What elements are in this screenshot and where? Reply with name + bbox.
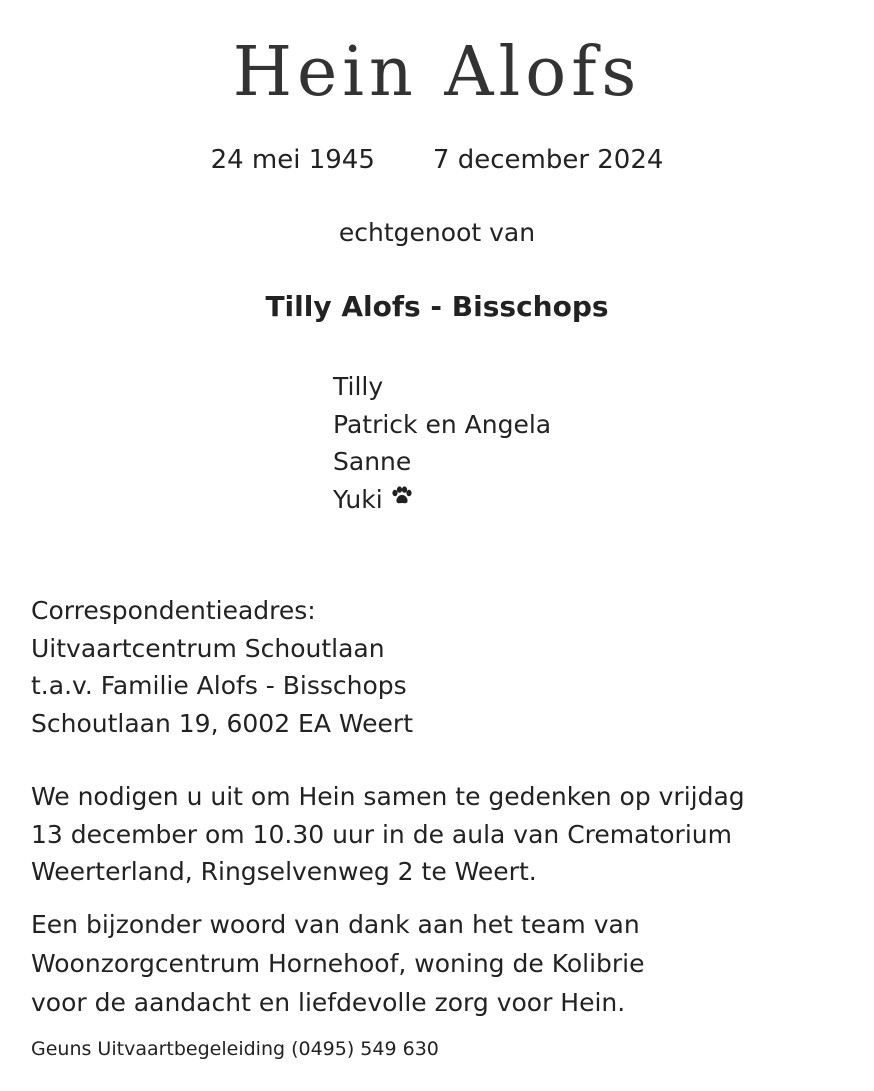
spouse-intro: echtgenoot van — [338, 218, 536, 247]
thanks-text — [31, 905, 831, 1022]
spouse-name: Tilly Alofs - Bisschops — [265, 290, 609, 323]
address-line: Correspondentieadres: — [31, 596, 316, 625]
family-list — [333, 368, 551, 518]
correspondence-address — [31, 592, 831, 742]
thanks-line: Een bijzonder woord van dank aan het team van — [31, 910, 640, 939]
family-member: Tilly — [333, 372, 384, 401]
funeral-director-footer: Geuns Uitvaartbegeleiding (0495) 549 630 — [31, 1038, 439, 1060]
pet-name: Yuki — [333, 484, 383, 514]
family-member: Patrick en Angela — [333, 409, 552, 439]
invitation-line: Weerterland, Ringselvenweg 2 te Weert. — [31, 857, 537, 886]
family-member: Sanne — [333, 447, 412, 476]
death-date: 7 december 2024 — [432, 145, 664, 175]
paw-icon — [391, 479, 413, 517]
deceased-name: Hein Alofs — [232, 33, 642, 112]
family-member-pet — [333, 481, 551, 519]
life-dates — [0, 144, 874, 176]
invitation-line: We nodigen u uit om Hein samen te gedenken op vrijdag — [31, 782, 745, 811]
birth-date: 24 mei 1945 — [210, 145, 375, 175]
address-line: Uitvaartcentrum Schoutlaan — [31, 633, 385, 663]
thanks-line: voor de aandacht en liefdevolle zorg voor Hein. — [31, 988, 626, 1017]
address-line: Schoutlaan 19, 6002 EA Weert — [31, 708, 413, 738]
address-line: t.a.v. Familie Alofs - Bisschops — [31, 671, 407, 700]
thanks-line: Woonzorgcentrum Hornehoof, woning de Kolibrie — [31, 949, 645, 978]
invitation-line: 13 december om 10.30 uur in de aula van Crematorium — [31, 819, 732, 849]
invitation-text — [31, 778, 831, 891]
